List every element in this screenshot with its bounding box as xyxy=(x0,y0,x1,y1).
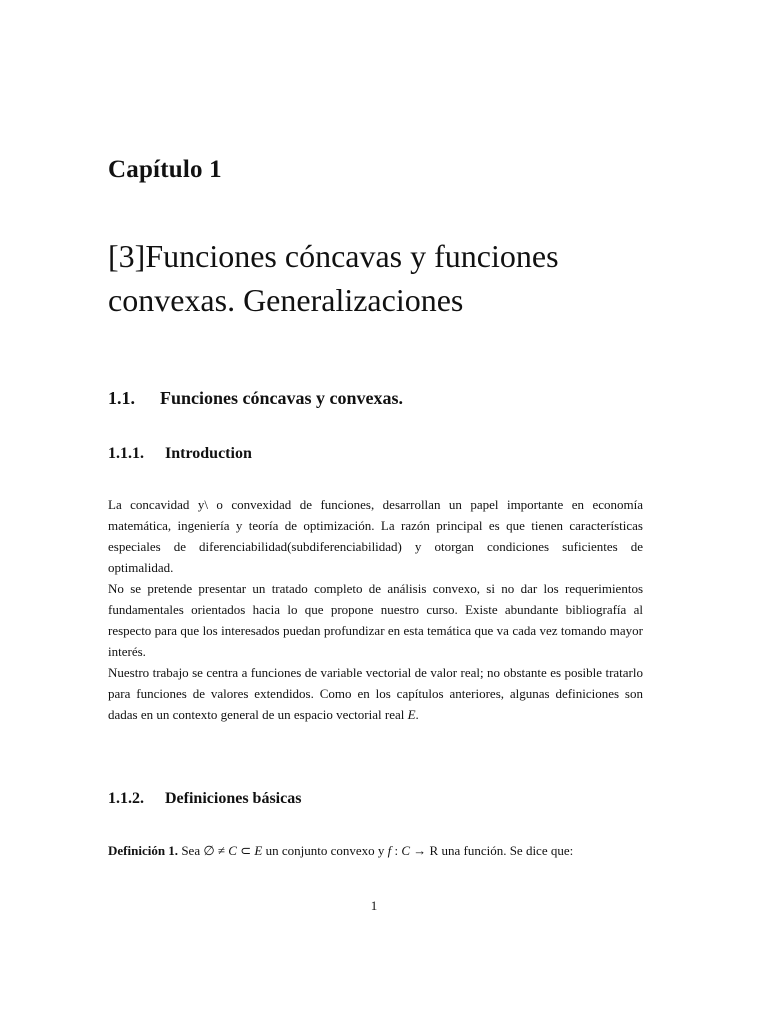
definition-text-c: un conjunto convexo y xyxy=(262,843,388,858)
chapter-label: Capítulo 1 xyxy=(108,156,222,183)
paragraph-2: No se pretende presentar un tratado completo de análisis convexo, si no dar los requerimientos fundamentales orientados hacia lo que propone nuestro curso. Existe abundante bibliografía al respecto para que los interesados puedan profundizar en esta temática que va cada vez tomando mayor interés. xyxy=(108,581,643,659)
section-title: Funciones cóncavas y convexas. xyxy=(160,388,403,408)
paragraph-1: La concavidad y\ o convexidad de funciones, desarrollan un papel importante en economía matemática, ingeniería y teoría de optimización. La razón principal es que tienen características especiales de diferenciabilidad(subdiferenciabilidad) y otorgan condiciones suficientes de optimalidad. xyxy=(108,497,643,575)
subsection-heading-1-1-1 xyxy=(108,445,252,463)
math-e: E xyxy=(407,707,416,722)
subsection-number: 1.1.1. xyxy=(108,445,144,462)
section-number: 1.1. xyxy=(108,388,135,408)
definition-text-e: → R una función. Se dice que: xyxy=(410,843,574,858)
math-f: f xyxy=(387,843,392,858)
math-e: E xyxy=(254,843,263,858)
subsection-heading-1-1-2 xyxy=(108,790,301,808)
definition-text-a: Sea ∅ ≠ xyxy=(181,843,229,858)
chapter-title xyxy=(108,234,668,322)
subsection-title: Introduction xyxy=(165,445,252,462)
math-c: C xyxy=(228,843,237,858)
definition-text-b: ⊂ xyxy=(236,843,255,858)
math-c: C xyxy=(401,843,411,858)
chapter-title-line-2: convexas. Generalizaciones xyxy=(108,282,464,318)
definition-text-d: : xyxy=(391,843,402,858)
definition-label: Definición 1. xyxy=(108,843,179,858)
paragraph-3-end: . xyxy=(415,707,419,722)
chapter-title-line-1: [3]Funciones cóncavas y funciones xyxy=(108,238,559,274)
introduction-body xyxy=(108,494,643,725)
paragraph-3-text: Nuestro trabajo se centra a funciones de variable vectorial de valor real; no obstante es posible tratarlo para funciones de valores extendidos. Como en los capítulos anteriores, algunas definiciones son dadas en un contexto general de un espacio vectorial real xyxy=(108,665,643,722)
page-number: 1 xyxy=(370,898,378,913)
definition-1 xyxy=(108,840,643,861)
paragraph-3 xyxy=(108,662,643,725)
section-heading-1-1 xyxy=(108,388,403,409)
subsection-title: Definiciones básicas xyxy=(165,790,302,807)
subsection-number: 1.1.2. xyxy=(108,790,144,807)
